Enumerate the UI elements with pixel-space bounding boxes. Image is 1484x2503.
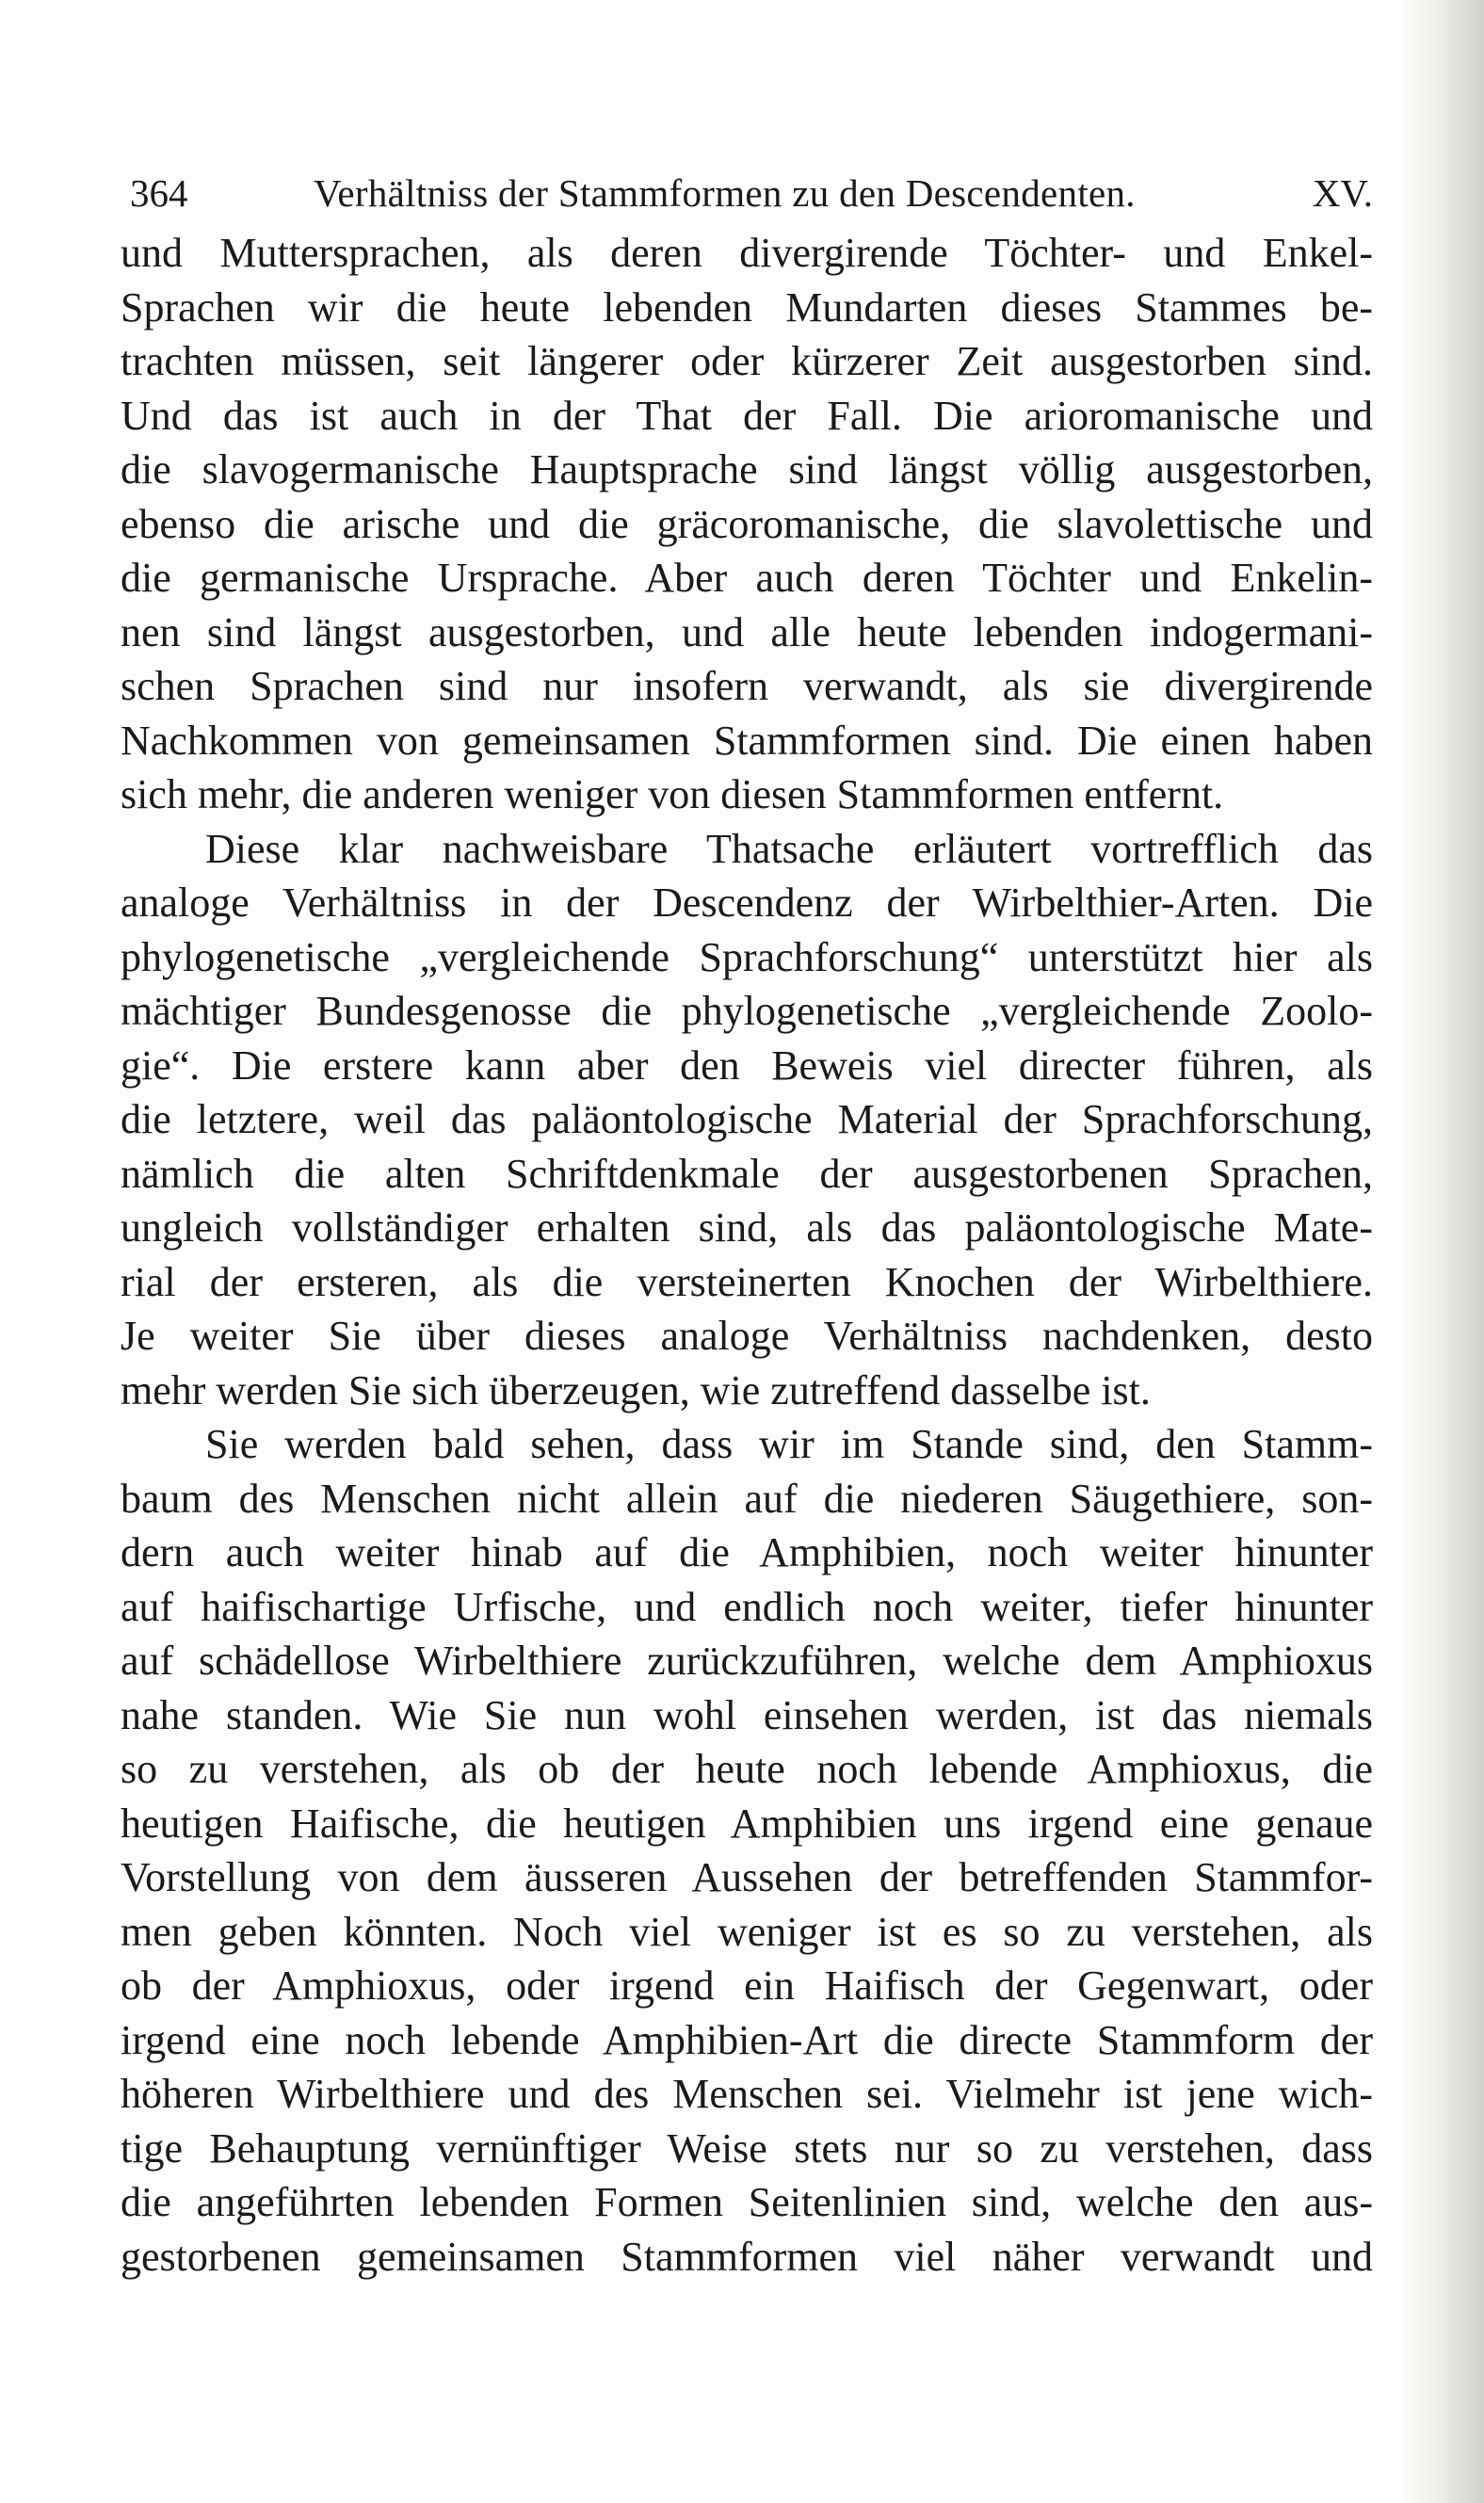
text-line: men geben könnten. Noch viel weniger ist es so zu verstehen, als	[121, 1908, 1373, 1955]
running-header	[121, 160, 1373, 226]
page-number: 364	[130, 171, 188, 215]
text-line: die letztere, weil das paläontologische Material der Sprachforschung,	[121, 1096, 1373, 1142]
running-title: Verhältniss der Stammformen zu den Descendenten.	[314, 171, 1136, 215]
text-line: Nachkommen von gemeinsamen Stammformen sind. Die einen haben	[121, 717, 1373, 764]
text-line: gestorbenen gemeinsamen Stammformen viel näher verwandt und	[121, 2233, 1373, 2280]
text-line: irgend eine noch lebende Amphibien-Art die directe Stammform der	[121, 2016, 1373, 2063]
text-line: höheren Wirbelthiere und des Menschen sei. Vielmehr ist jene wich-	[121, 2071, 1373, 2117]
text-line: schen Sprachen sind nur insofern verwandt, als sie divergirende	[121, 663, 1373, 709]
text-line: sich mehr, die anderen weniger von diesen Stammformen entfernt.	[121, 771, 1224, 817]
paragraph-3	[121, 1417, 1373, 2284]
text-line: die germanische Ursprache. Aber auch deren Töchter und Enkelin-	[121, 555, 1373, 601]
text-line: phylogenetische „vergleichende Sprachforschung“ unterstützt hier als	[121, 933, 1373, 980]
text-line: nahe standen. Wie Sie nun wohl einsehen werden, ist das niemals	[121, 1691, 1373, 1738]
text-line: ob der Amphioxus, oder irgend ein Haifisch der Gegenwart, oder	[121, 1962, 1373, 2009]
text-line: Vorstellung von dem äusseren Aussehen der betreffenden Stammfor-	[121, 1854, 1373, 1900]
text-line: auf schädellose Wirbelthiere zurückzuführen, welche dem Amphioxus	[121, 1638, 1373, 1684]
text-line: dern auch weiter hinab auf die Amphibien, noch weiter hinunter	[121, 1529, 1373, 1575]
text-block	[121, 160, 1373, 2284]
paragraph-1	[121, 226, 1373, 822]
text-line: auf haifischartige Urfische, und endlich noch weiter, tiefer hinunter	[121, 1583, 1373, 1630]
text-line: Und das ist auch in der That der Fall. Die arioromanische und	[121, 392, 1373, 439]
page-edge-shadow	[1399, 0, 1484, 2503]
text-line: Sprachen wir die heute lebenden Mundarten dieses Stammes be-	[121, 283, 1373, 331]
paragraph-2	[121, 822, 1373, 1418]
text-line: Diese klar nachweisbare Thatsache erläutert vortrefflich das	[205, 825, 1373, 872]
text-line: Sie werden bald sehen, dass wir im Stande sind, den Stamm-	[205, 1421, 1373, 1467]
text-line: rial der ersteren, als die versteinerten Knochen der Wirbelthiere.	[121, 1258, 1373, 1305]
text-line: heutigen Haifische, die heutigen Amphibien uns irgend eine genaue	[121, 1800, 1373, 1847]
text-line: nämlich die alten Schriftdenkmale der ausgestorbenen Sprachen,	[121, 1150, 1373, 1197]
text-line: nen sind längst ausgestorben, und alle heute lebenden indogermani-	[121, 608, 1373, 655]
text-line: ebenso die arische und die gräcoromanische, die slavolettische und	[121, 500, 1373, 547]
text-line: analoge Verhältniss in der Descendenz der Wirbelthier-Arten. Die	[121, 880, 1373, 926]
text-line: baum des Menschen nicht allein auf die niederen Säugethiere, son-	[121, 1475, 1373, 1522]
text-line: trachten müssen, seit längerer oder kürzerer Zeit ausgestorben sind.	[121, 338, 1373, 384]
text-line: mächtiger Bundesgenosse die phylogenetische „vergleichende Zoolo-	[121, 988, 1373, 1034]
text-line: und Muttersprachen, als deren divergirende Töchter- und Enkel-	[121, 230, 1373, 276]
text-line: ungleich vollständiger erhalten sind, als das paläontologische Mate-	[121, 1204, 1373, 1251]
text-line: Je weiter Sie über dieses analoge Verhältniss nachdenken, desto	[121, 1313, 1373, 1359]
text-line: tige Behauptung vernünftiger Weise stets nur so zu verstehen, dass	[121, 2124, 1373, 2172]
text-line: die slavogermanische Hauptsprache sind längst völlig ausgestorben,	[121, 446, 1373, 493]
text-line: mehr werden Sie sich überzeugen, wie zutreffend dasselbe ist.	[121, 1366, 1151, 1413]
text-line: so zu verstehen, als ob der heute noch lebende Amphioxus, die	[121, 1746, 1373, 1792]
text-line: gie“. Die erstere kann aber den Beweis viel directer führen, als	[121, 1042, 1373, 1089]
chapter-number: XV.	[1312, 171, 1373, 215]
text-line: die angeführten lebenden Formen Seitenlinien sind, welche den aus-	[121, 2179, 1373, 2225]
